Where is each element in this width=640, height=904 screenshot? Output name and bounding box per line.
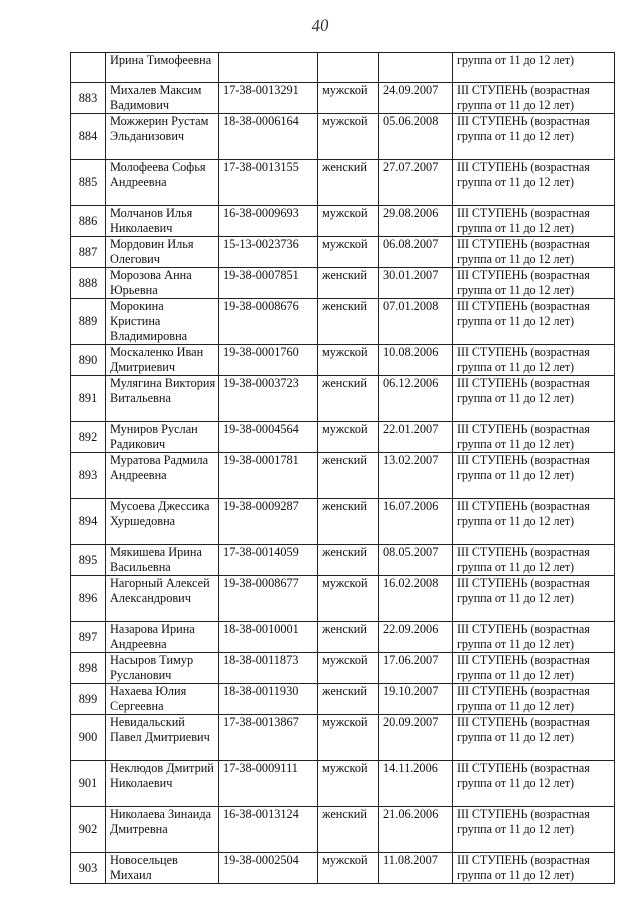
- table-row: [71, 499, 615, 545]
- row-number-cell: [71, 53, 106, 83]
- sex-cell: мужской: [318, 345, 379, 376]
- sex-cell: женский: [318, 268, 379, 299]
- id-code-cell: 19-38-0002504: [219, 853, 318, 884]
- id-code-cell: 16-38-0009693: [219, 206, 318, 237]
- birth-date-cell: 10.08.2006: [379, 345, 453, 376]
- row-number-cell: 896: [71, 576, 106, 622]
- sex-cell: мужской: [318, 114, 379, 160]
- participant-name-cell: Москаленко Иван Дмитриевич: [106, 345, 219, 376]
- row-number-cell: 887: [71, 237, 106, 268]
- birth-date-cell: 20.09.2007: [379, 715, 453, 761]
- participant-name-cell: Молчанов Илья Николаевич: [106, 206, 219, 237]
- sex-cell: женский: [318, 622, 379, 653]
- age-group-cell: III СТУПЕНЬ (возрастная группа от 11 до 12 лет): [453, 160, 615, 206]
- sex-cell: мужской: [318, 761, 379, 807]
- table-row: [71, 206, 615, 237]
- age-group-cell: III СТУПЕНЬ (возрастная группа от 11 до 12 лет): [453, 114, 615, 160]
- id-code-cell: 18-38-0010001: [219, 622, 318, 653]
- id-code-cell: 19-38-0001760: [219, 345, 318, 376]
- table-row: [71, 237, 615, 268]
- id-code-cell: 18-38-0011930: [219, 684, 318, 715]
- table-row: [71, 422, 615, 453]
- participant-name-cell: Назарова Ирина Андреевна: [106, 622, 219, 653]
- birth-date-cell: 06.08.2007: [379, 237, 453, 268]
- table-row-continued: [71, 53, 615, 83]
- age-group-cell: III СТУПЕНЬ (возрастная группа от 11 до 12 лет): [453, 299, 615, 345]
- participant-name-cell: Михалев Максим Вадимович: [106, 83, 219, 114]
- sex-cell: [318, 53, 379, 83]
- birth-date-cell: 07.01.2008: [379, 299, 453, 345]
- sex-cell: женский: [318, 299, 379, 345]
- id-code-cell: 19-38-0001781: [219, 453, 318, 499]
- participant-name-cell: Невидальский Павел Дмитриевич: [106, 715, 219, 761]
- participant-name-cell: Молофеева Софья Андреевна: [106, 160, 219, 206]
- row-number-cell: 883: [71, 83, 106, 114]
- participant-name-cell: Мордовин Илья Олегович: [106, 237, 219, 268]
- birth-date-cell: 22.01.2007: [379, 422, 453, 453]
- birth-date-cell: 16.07.2006: [379, 499, 453, 545]
- sex-cell: мужской: [318, 83, 379, 114]
- table-row: [71, 622, 615, 653]
- row-number-cell: 900: [71, 715, 106, 761]
- birth-date-cell: 17.06.2007: [379, 653, 453, 684]
- row-number-cell: 891: [71, 376, 106, 422]
- table-row: [71, 545, 615, 576]
- birth-date-cell: 14.11.2006: [379, 761, 453, 807]
- age-group-cell: III СТУПЕНЬ (возрастная группа от 11 до 12 лет): [453, 83, 615, 114]
- sex-cell: мужской: [318, 853, 379, 884]
- row-number-cell: 892: [71, 422, 106, 453]
- row-number-cell: 898: [71, 653, 106, 684]
- row-number-cell: 889: [71, 299, 106, 345]
- table-row: [71, 684, 615, 715]
- age-group-cell: III СТУПЕНЬ (возрастная группа от 11 до 12 лет): [453, 422, 615, 453]
- roster-table: [70, 52, 615, 884]
- participant-name-cell: Новосельцев Михаил: [106, 853, 219, 884]
- row-number-cell: 899: [71, 684, 106, 715]
- row-number-cell: 901: [71, 761, 106, 807]
- sex-cell: мужской: [318, 653, 379, 684]
- participant-name-cell: Ирина Тимофеевна: [106, 53, 219, 83]
- sex-cell: женский: [318, 684, 379, 715]
- sex-cell: женский: [318, 499, 379, 545]
- age-group-cell: III СТУПЕНЬ (возрастная группа от 11 до 12 лет): [453, 684, 615, 715]
- id-code-cell: 19-38-0008676: [219, 299, 318, 345]
- row-number-cell: 886: [71, 206, 106, 237]
- age-group-cell: III СТУПЕНЬ (возрастная группа от 11 до 12 лет): [453, 376, 615, 422]
- birth-date-cell: 06.12.2006: [379, 376, 453, 422]
- sex-cell: женский: [318, 376, 379, 422]
- id-code-cell: 16-38-0013124: [219, 807, 318, 853]
- row-number-cell: 888: [71, 268, 106, 299]
- sex-cell: женский: [318, 453, 379, 499]
- age-group-cell: III СТУПЕНЬ (возрастная группа от 11 до 12 лет): [453, 761, 615, 807]
- table-row: [71, 160, 615, 206]
- age-group-cell: III СТУПЕНЬ (возрастная группа от 11 до 12 лет): [453, 576, 615, 622]
- participant-name-cell: Насыров Тимур Русланович: [106, 653, 219, 684]
- birth-date-cell: 21.06.2006: [379, 807, 453, 853]
- table-row: [71, 345, 615, 376]
- age-group-cell: III СТУПЕНЬ (возрастная группа от 11 до 12 лет): [453, 853, 615, 884]
- birth-date-cell: 27.07.2007: [379, 160, 453, 206]
- table-row: [71, 453, 615, 499]
- age-group-cell: III СТУПЕНЬ (возрастная группа от 11 до 12 лет): [453, 499, 615, 545]
- table-row: [71, 268, 615, 299]
- age-group-cell: III СТУПЕНЬ (возрастная группа от 11 до 12 лет): [453, 715, 615, 761]
- age-group-cell: III СТУПЕНЬ (возрастная группа от 11 до 12 лет): [453, 453, 615, 499]
- birth-date-cell: 29.08.2006: [379, 206, 453, 237]
- age-group-cell: группа от 11 до 12 лет): [453, 53, 615, 83]
- participant-name-cell: Николаева Зинаида Дмитревна: [106, 807, 219, 853]
- participant-name-cell: Муратова Радмила Андреевна: [106, 453, 219, 499]
- id-code-cell: 19-38-0004564: [219, 422, 318, 453]
- birth-date-cell: 22.09.2006: [379, 622, 453, 653]
- age-group-cell: III СТУПЕНЬ (возрастная группа от 11 до 12 лет): [453, 345, 615, 376]
- sex-cell: мужской: [318, 237, 379, 268]
- age-group-cell: III СТУПЕНЬ (возрастная группа от 11 до 12 лет): [453, 545, 615, 576]
- birth-date-cell: 11.08.2007: [379, 853, 453, 884]
- participant-name-cell: Можжерин Рустам Эльданизович: [106, 114, 219, 160]
- table-row: [71, 376, 615, 422]
- id-code-cell: 17-38-0013155: [219, 160, 318, 206]
- row-number-cell: 903: [71, 853, 106, 884]
- row-number-cell: 897: [71, 622, 106, 653]
- table-row: [71, 299, 615, 345]
- sex-cell: женский: [318, 545, 379, 576]
- participant-name-cell: Морокина Кристина Владимировна: [106, 299, 219, 345]
- age-group-cell: III СТУПЕНЬ (возрастная группа от 11 до 12 лет): [453, 807, 615, 853]
- birth-date-cell: 08.05.2007: [379, 545, 453, 576]
- birth-date-cell: [379, 53, 453, 83]
- id-code-cell: 19-38-0007851: [219, 268, 318, 299]
- id-code-cell: 17-38-0014059: [219, 545, 318, 576]
- row-number-cell: 895: [71, 545, 106, 576]
- table-row: [71, 114, 615, 160]
- row-number-cell: 884: [71, 114, 106, 160]
- id-code-cell: 19-38-0008677: [219, 576, 318, 622]
- row-number-cell: 890: [71, 345, 106, 376]
- birth-date-cell: 16.02.2008: [379, 576, 453, 622]
- row-number-cell: 894: [71, 499, 106, 545]
- participant-name-cell: Муниров Руслан Радикович: [106, 422, 219, 453]
- sex-cell: женский: [318, 807, 379, 853]
- id-code-cell: 18-38-0011873: [219, 653, 318, 684]
- table-row: [71, 715, 615, 761]
- id-code-cell: 15-13-0023736: [219, 237, 318, 268]
- participant-name-cell: Нахаева Юлия Сергеевна: [106, 684, 219, 715]
- sex-cell: мужской: [318, 206, 379, 237]
- sex-cell: мужской: [318, 576, 379, 622]
- birth-date-cell: 13.02.2007: [379, 453, 453, 499]
- birth-date-cell: 05.06.2008: [379, 114, 453, 160]
- sex-cell: мужской: [318, 422, 379, 453]
- sex-cell: женский: [318, 160, 379, 206]
- birth-date-cell: 30.01.2007: [379, 268, 453, 299]
- age-group-cell: III СТУПЕНЬ (возрастная группа от 11 до 12 лет): [453, 653, 615, 684]
- participant-name-cell: Неклюдов Дмитрий Николаевич: [106, 761, 219, 807]
- id-code-cell: 19-38-0003723: [219, 376, 318, 422]
- id-code-cell: 17-38-0009111: [219, 761, 318, 807]
- participant-name-cell: Морозова Анна Юрьевна: [106, 268, 219, 299]
- table-row: [71, 807, 615, 853]
- participant-name-cell: Нагорный Алексей Александрович: [106, 576, 219, 622]
- table-row: [71, 761, 615, 807]
- age-group-cell: III СТУПЕНЬ (возрастная группа от 11 до 12 лет): [453, 237, 615, 268]
- page-number: 40: [310, 15, 330, 36]
- participant-name-cell: Мусоева Джессика Хуршедовна: [106, 499, 219, 545]
- row-number-cell: 893: [71, 453, 106, 499]
- table-row: [71, 83, 615, 114]
- table-row: [71, 576, 615, 622]
- id-code-cell: [219, 53, 318, 83]
- id-code-cell: 17-38-0013291: [219, 83, 318, 114]
- participant-name-cell: Мякишева Ирина Васильевна: [106, 545, 219, 576]
- age-group-cell: III СТУПЕНЬ (возрастная группа от 11 до 12 лет): [453, 206, 615, 237]
- row-number-cell: 902: [71, 807, 106, 853]
- age-group-cell: III СТУПЕНЬ (возрастная группа от 11 до 12 лет): [453, 268, 615, 299]
- id-code-cell: 17-38-0013867: [219, 715, 318, 761]
- row-number-cell: 885: [71, 160, 106, 206]
- participant-name-cell: Мулягина Виктория Витальевна: [106, 376, 219, 422]
- sex-cell: мужской: [318, 715, 379, 761]
- id-code-cell: 19-38-0009287: [219, 499, 318, 545]
- table-row: [71, 853, 615, 884]
- birth-date-cell: 19.10.2007: [379, 684, 453, 715]
- id-code-cell: 18-38-0006164: [219, 114, 318, 160]
- birth-date-cell: 24.09.2007: [379, 83, 453, 114]
- table-row: [71, 653, 615, 684]
- age-group-cell: III СТУПЕНЬ (возрастная группа от 11 до 12 лет): [453, 622, 615, 653]
